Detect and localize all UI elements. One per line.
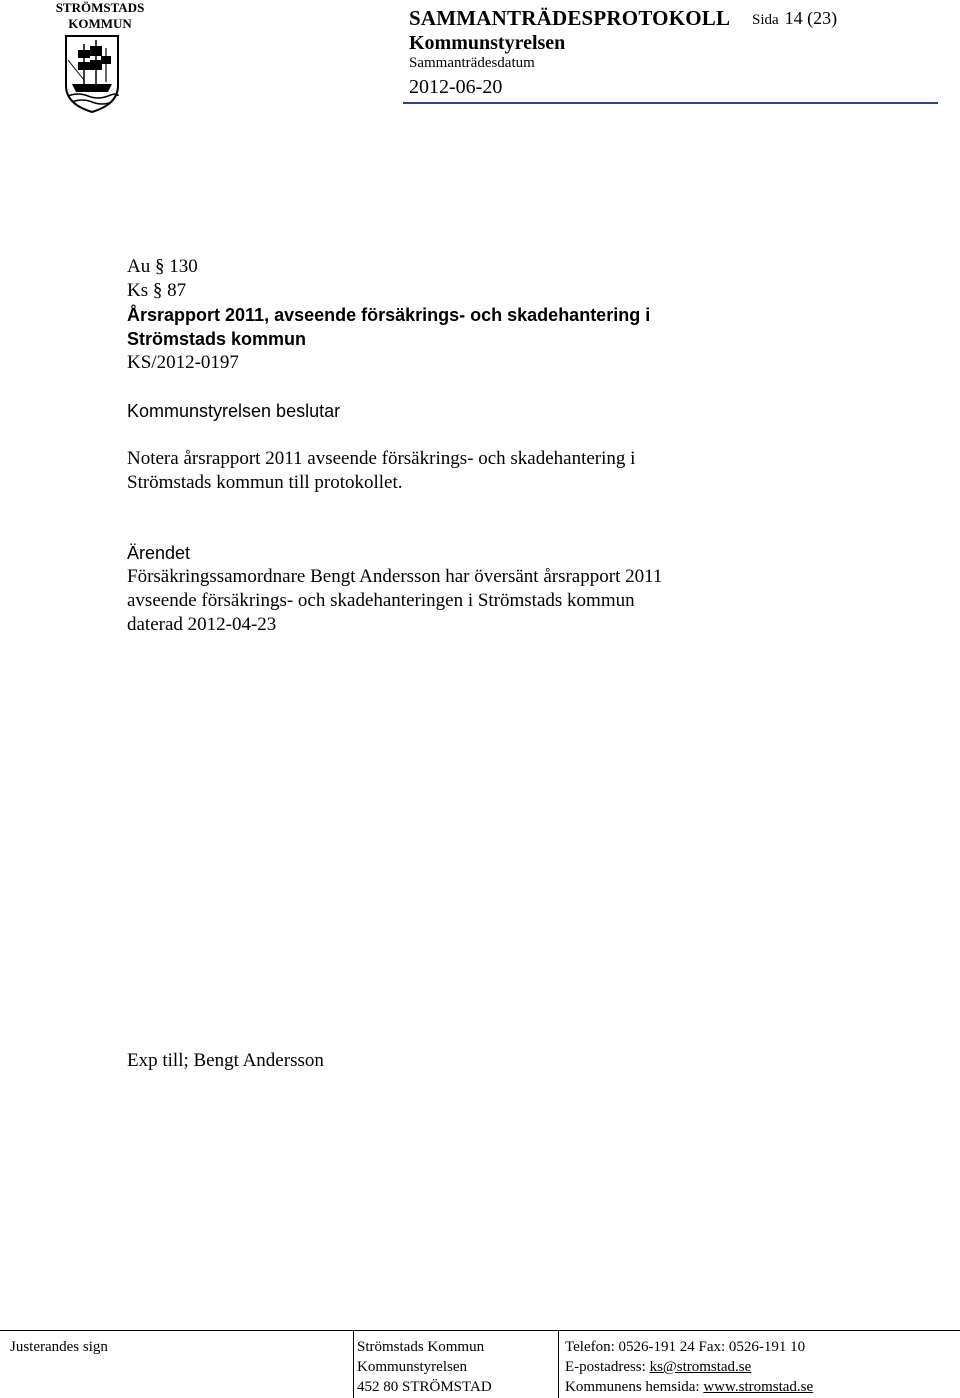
- decision-text: [127, 447, 635, 495]
- matter-line2: avseende försäkrings- och skadehanteringen i Strömstads kommun: [127, 590, 635, 611]
- decision-line1: Notera årsrapport 2011 avseende försäkrings- och skadehantering i: [127, 448, 636, 469]
- address-line1: Strömstads Kommun: [357, 1339, 485, 1355]
- footer-column-divider: [558, 1331, 559, 1398]
- signature-label: Justerandes sign: [10, 1339, 108, 1355]
- decision-heading: Kommunstyrelsen beslutar: [127, 401, 341, 421]
- decision-line2: Strömstads kommun till protokollet.: [127, 472, 403, 493]
- website-link[interactable]: www.stromstad.se: [703, 1379, 814, 1395]
- org-name: [52, 0, 148, 32]
- org-name-line1: STRÖMSTADS: [55, 0, 145, 15]
- matter-line3: daterad 2012-04-23: [127, 614, 277, 635]
- email-link[interactable]: ks@stromstad.se: [649, 1359, 752, 1375]
- phone-fax: Telefon: 0526-191 24 Fax: 0526-191 10: [565, 1339, 806, 1355]
- email-label: E-postadress:: [565, 1359, 646, 1375]
- matter-line1: Försäkringssamordnare Bengt Andersson har översänt årsrapport 2011: [127, 566, 663, 587]
- address-line2: Kommunstyrelsen: [357, 1359, 467, 1375]
- meeting-date-label: Sammanträdesdatum: [409, 55, 535, 71]
- item-title-line1: Årsrapport 2011, avseende försäkrings- och skadehantering i: [127, 305, 651, 325]
- committee-name: Kommunstyrelsen: [409, 32, 566, 54]
- document-title: SAMMANTRÄDESPROTOKOLL: [409, 6, 731, 30]
- item-heading: [127, 255, 650, 375]
- footer-column-divider: [353, 1331, 354, 1398]
- decision-section: [127, 399, 340, 423]
- header-divider: [403, 102, 938, 104]
- footer-contact: [565, 1337, 813, 1397]
- case-number: KS/2012-0197: [127, 352, 239, 373]
- ship-crest-icon: [64, 34, 120, 114]
- email-row: [565, 1357, 813, 1377]
- org-name-line2: KOMMUN: [68, 16, 132, 31]
- web-row: [565, 1377, 813, 1397]
- item-title-line2: Strömstads kommun: [127, 329, 307, 349]
- au-paragraph: Au § 130: [127, 256, 198, 277]
- web-label: Kommunens hemsida:: [565, 1379, 700, 1395]
- ks-paragraph: Ks § 87: [127, 280, 187, 301]
- matter-section: [127, 541, 662, 637]
- footer-address: [357, 1337, 492, 1397]
- matter-heading: Ärendet: [127, 543, 191, 563]
- meeting-date: 2012-06-20: [409, 76, 503, 98]
- page-number: 14 (23): [784, 8, 838, 28]
- page-indicator: [752, 8, 837, 29]
- page-label: Sida: [752, 12, 779, 28]
- dispatch-note: Exp till; Bengt Andersson: [127, 1050, 324, 1071]
- address-line3: 452 80 STRÖMSTAD: [357, 1379, 492, 1395]
- footer-divider: [0, 1330, 960, 1331]
